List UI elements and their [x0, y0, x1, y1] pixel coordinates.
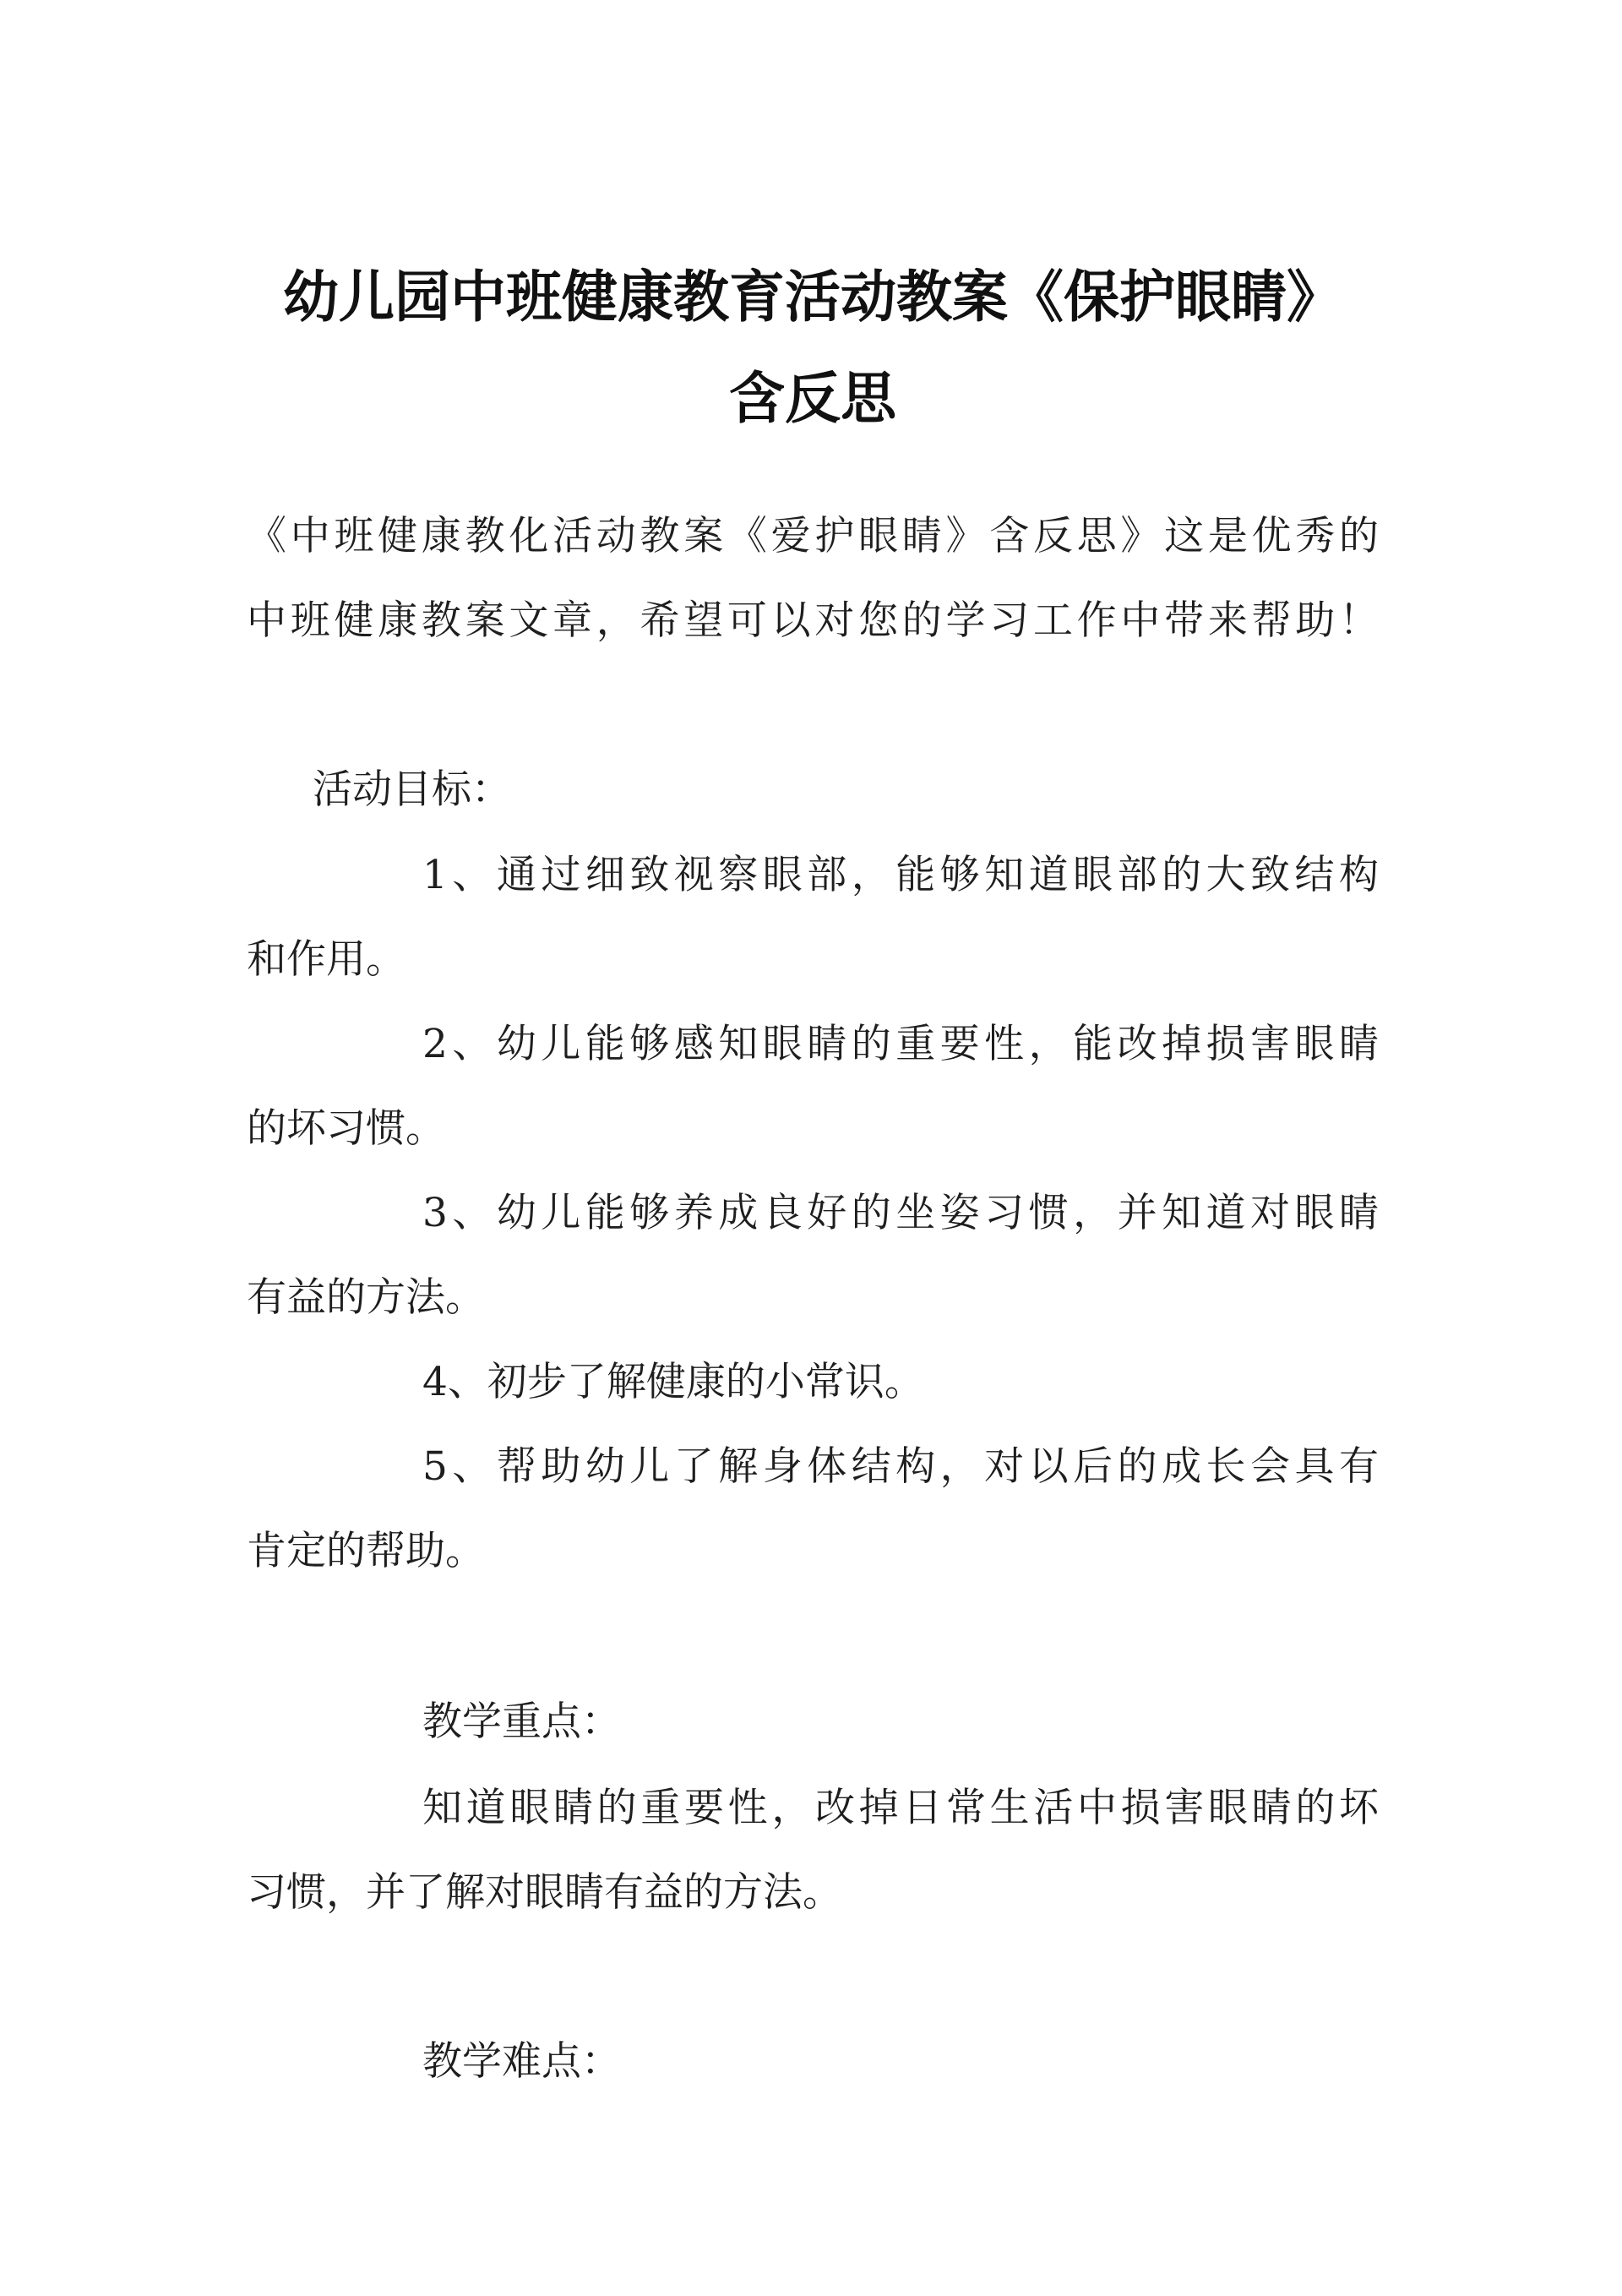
goal-1-line-1: 1、通过细致视察眼部，能够知道眼部的大致结构	[422, 852, 1379, 898]
key-point-heading: 教学重点：	[422, 1699, 621, 1745]
difficulty-heading: 教学难点：	[422, 2038, 621, 2085]
intro-line-2: 中班健康教案文章，希望可以对您的学习工作中带来帮助！	[247, 597, 1379, 644]
key-point-line-2: 习惯，并了解对眼睛有益的方法。	[247, 1869, 842, 1916]
goal-5-line-1: 5、帮助幼儿了解身体结构，对以后的成长会具有	[422, 1443, 1379, 1490]
goal-2-line-1: 2、幼儿能够感知眼睛的重要性，能改掉损害眼睛	[422, 1021, 1379, 1067]
key-point-line-1: 知道眼睛的重要性，改掉日常生活中损害眼睛的坏	[422, 1785, 1379, 1831]
document-title-line-2: 含反思	[729, 366, 896, 431]
goals-heading: 活动目标：	[313, 766, 511, 813]
goal-3-line-1: 3、幼儿能够养成良好的坐姿习惯，并知道对眼睛	[422, 1190, 1379, 1236]
goal-4-line-1: 4、初步了解健康的小常识。	[422, 1359, 924, 1405]
document-title-line-1: 幼儿园中班健康教育活动教案《保护眼睛》	[283, 265, 1342, 330]
intro-line-1: 《中班健康教化活动教案《爱护眼睛》含反思》这是优秀的	[247, 513, 1379, 559]
goal-5-line-2: 肯定的帮助。	[247, 1528, 485, 1574]
goal-3-line-2: 有益的方法。	[247, 1274, 485, 1321]
goal-1-line-2: 和作用。	[247, 936, 406, 983]
goal-2-line-2: 的坏习惯。	[247, 1105, 445, 1152]
